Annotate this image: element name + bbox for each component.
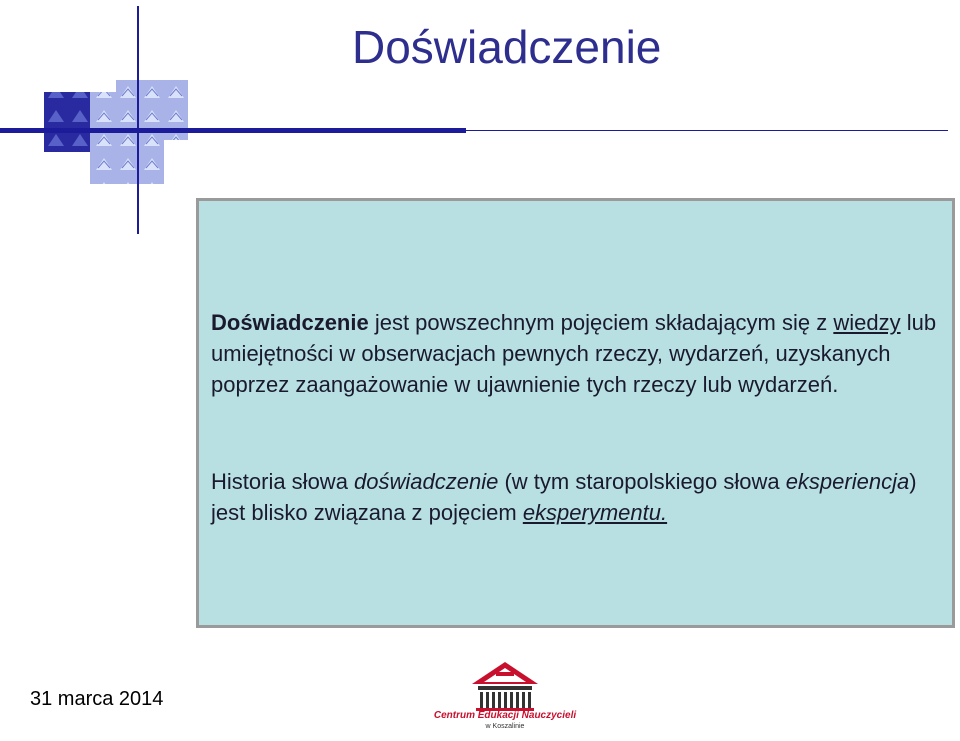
link-eksperymentu[interactable]: eksperymentu. bbox=[522, 500, 668, 525]
paragraph-text: ) jest blisko związana z pojęciem bbox=[211, 469, 917, 525]
institution-logo bbox=[432, 658, 578, 736]
logo-subtext: w Koszalinie bbox=[485, 723, 525, 730]
footer-date: 31 marca 2014 bbox=[30, 688, 164, 710]
content-box bbox=[196, 198, 955, 628]
link-wiedzy[interactable]: wiedzy bbox=[833, 310, 901, 335]
horizontal-rule-thin bbox=[466, 130, 948, 131]
paragraph-text: lub umiejętności w obserwacjach pewnych rzeczy, wydarzeń, uzyskanych poprzez zaangażowanie w ujawnienie tych rzeczy lub wydarzeń. bbox=[211, 310, 937, 397]
vertical-rule bbox=[137, 6, 139, 234]
defined-term: Doświadczenie bbox=[211, 310, 369, 335]
horizontal-rule-thick bbox=[0, 128, 466, 133]
paragraph-text: jest powszechnym pojęciem składającym się z bbox=[368, 310, 834, 335]
paragraph-text: (w tym staropolskiego słowa bbox=[498, 469, 786, 494]
italic-term: eksperiencja bbox=[785, 469, 910, 494]
paragraph-definition bbox=[211, 307, 946, 400]
italic-term: doświadczenie bbox=[354, 469, 499, 494]
paragraph-history bbox=[211, 466, 946, 528]
slide-title: Doświadczenie bbox=[352, 21, 662, 73]
paragraph-text: Historia słowa bbox=[211, 469, 355, 494]
logo-text: Centrum Edukacji Nauczycieli bbox=[433, 710, 577, 721]
